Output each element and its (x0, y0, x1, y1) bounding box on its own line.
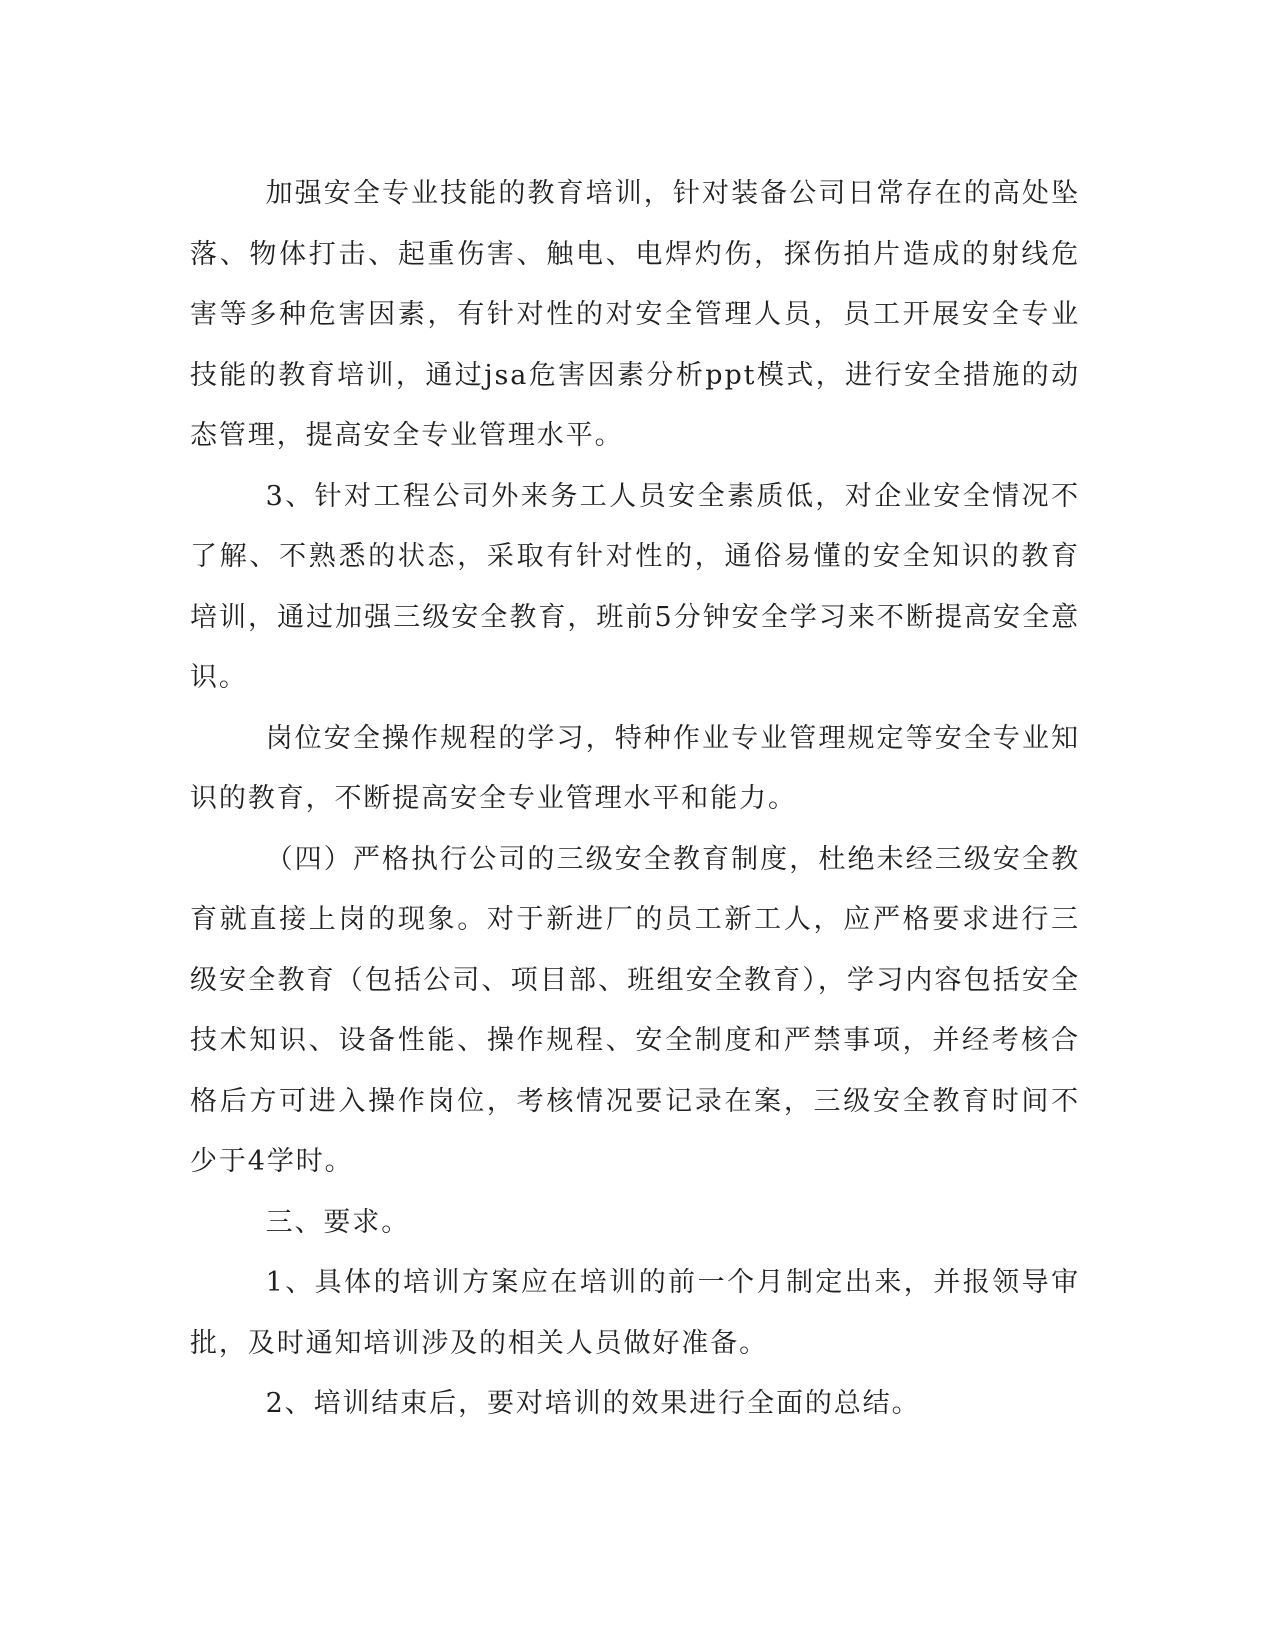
paragraph-requirement-2: 2、培训结束后，要对培训的效果进行全面的总结。 (265, 1388, 921, 1419)
paragraph-operating-procedures: 岗位安全操作规程的学习，特种作业专业管理规定等安全专业知识的教育，不断提高安全专业管理水平和能力。 (190, 722, 1080, 814)
section-heading-requirements: 三、要求。 (265, 1206, 411, 1238)
paragraph-three-level-education: （四）严格执行公司的三级安全教育制度，杜绝未经三级安全教育就直接上岗的现象。对于新进厂的员工新工人，应严格要求进行三级安全教育（包括公司、项目部、班组安全教育），学习内容包括安全技术知识、设备性能、操作规程、安全制度和严禁事项，并经考核合格后方可进入操作岗位，考核情况要记录在案，三级安全教育时间不少于4学时。 (190, 843, 1080, 1177)
document-body (190, 164, 1080, 1435)
paragraph-migrant-workers: 3、针对工程公司外来务工人员安全素质低，对企业安全情况不了解、不熟悉的状态，采取有针对性的，通俗易懂的安全知识的教育培训，通过加强三级安全教育，班前5分钟安全学习来不断提高安全意识。 (190, 480, 1080, 693)
paragraph-skills-training: 加强安全专业技能的教育培训，针对装备公司日常存在的高处坠落、物体打击、起重伤害、触电、电焊灼伤，探伤拍片造成的射线危害等多种危害因素，有针对性的对安全管理人员，员工开展安全专业技能的教育培训，通过jsa危害因素分析ppt模式，进行安全措施的动态管理，提高安全专业管理水平。 (190, 178, 1080, 451)
paragraph-requirement-1: 1、具体的培训方案应在培训的前一个月制定出来，并报领导审批，及时通知培训涉及的相关人员做好准备。 (190, 1267, 1080, 1359)
